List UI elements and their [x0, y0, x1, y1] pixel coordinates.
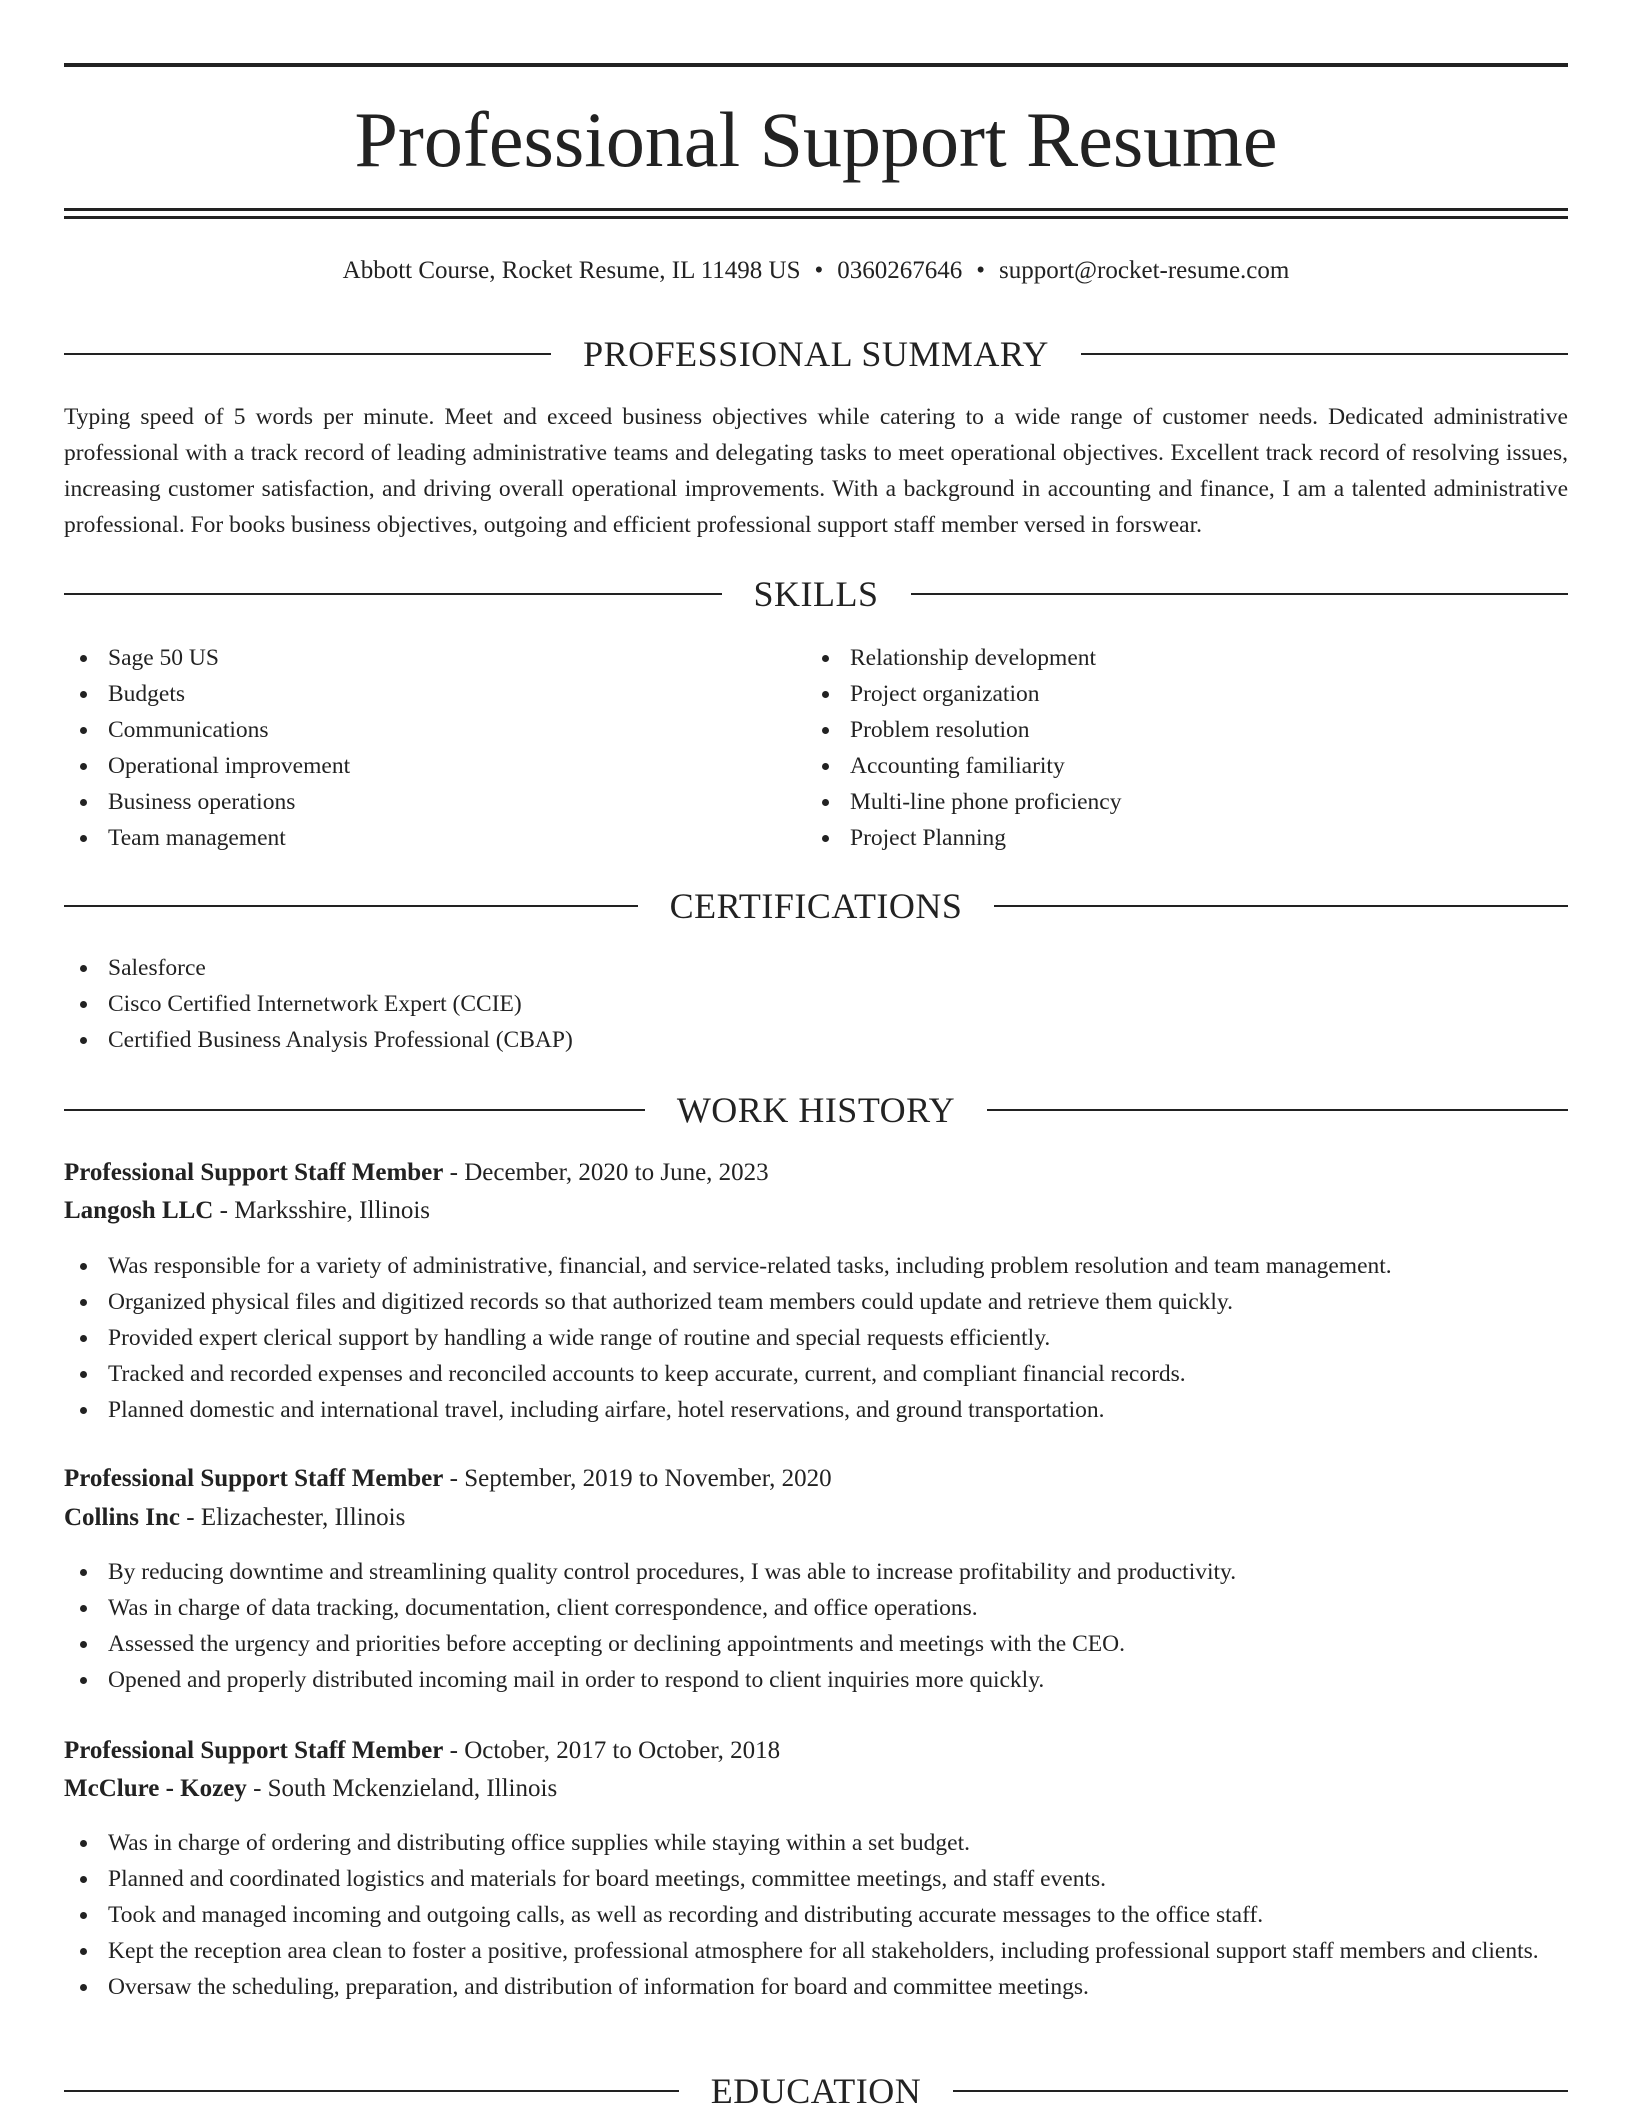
skill-item: Project Planning — [806, 820, 1566, 856]
job-company-line — [64, 1193, 1568, 1229]
heading-rule — [64, 905, 638, 907]
job-company: Collins Inc — [64, 1504, 181, 1531]
skill-item: Budgets — [64, 676, 804, 712]
job-separator: - — [443, 1159, 465, 1186]
section-title: CERTIFICATIONS — [669, 886, 963, 926]
job-bullets — [64, 1554, 1568, 1698]
top-rule — [64, 63, 1568, 67]
heading-rule — [953, 2090, 1568, 2092]
section-title: PROFESSIONAL SUMMARY — [583, 334, 1049, 374]
heading-rule — [911, 593, 1569, 595]
job-title-line — [64, 1461, 1568, 1497]
job-bullet: Provided expert clerical support by handling a wide range of routine and special requests efficiently. — [64, 1320, 1568, 1356]
job-bullets — [64, 1825, 1568, 2005]
job-company: McClure - Kozey — [64, 1775, 247, 1802]
education-section-heading — [64, 2068, 1568, 2114]
section-title: EDUCATION — [710, 2071, 922, 2111]
job-bullets — [64, 1248, 1568, 1428]
skill-item: Multi-line phone proficiency — [806, 784, 1566, 820]
contact-separator: • — [976, 257, 986, 284]
job-bullet: Tracked and recorded expenses and reconciled accounts to keep accurate, current, and compliant financial records. — [64, 1356, 1568, 1392]
summary-text: Typing speed of 5 words per minute. Meet and exceed business objectives while catering to a wide range of customer needs. Dedicated administrative professional with a track record of leading administrative teams and delegating tasks to meet operational objectives. Excellent track record of resolving issues, increasing customer satisfaction, and driving overall operational improvements. With a background in accounting and finance, I am a talented administrative professional. For books business objectives, outgoing and efficient professional support staff member versed in forswear. — [64, 404, 1568, 538]
job-separator: - — [443, 1465, 465, 1492]
job-title-line — [64, 1155, 1568, 1191]
job-title: Professional Support Staff Member — [64, 1159, 444, 1186]
job-bullet: Oversaw the scheduling, preparation, and distribution of information for board and committee meetings. — [64, 1969, 1568, 2005]
skill-item: Project organization — [806, 676, 1566, 712]
job-bullet: Planned and coordinated logistics and materials for board meetings, committee meetings, and staff events. — [64, 1861, 1568, 1897]
job-dates: September, 2019 to November, 2020 — [464, 1465, 832, 1492]
heading-rule — [994, 905, 1568, 907]
contact-line — [64, 254, 1568, 288]
job-company-line — [64, 1500, 1568, 1536]
heading-rule — [64, 1109, 645, 1111]
heading-rule — [1081, 353, 1568, 355]
certification-item: Certified Business Analysis Professional (CBAP) — [64, 1022, 1568, 1058]
contact-address: Abbott Course, Rocket Resume, IL 11498 US — [342, 257, 801, 284]
job-bullet: Opened and properly distributed incoming mail in order to respond to client inquiries more quickly. — [64, 1662, 1568, 1698]
skill-item: Relationship development — [806, 640, 1566, 676]
skills-section-heading — [64, 571, 1568, 617]
job-bullet: Organized physical files and digitized records so that authorized team members could update and retrieve them quickly. — [64, 1284, 1568, 1320]
skill-item: Communications — [64, 712, 804, 748]
job-bullet: Was in charge of ordering and distributing office supplies while staying within a set budget. — [64, 1825, 1568, 1861]
job-bullet: Assessed the urgency and priorities before accepting or declining appointments and meetings with the CEO. — [64, 1626, 1568, 1662]
skill-item: Team management — [64, 820, 804, 856]
skill-item: Sage 50 US — [64, 640, 804, 676]
skills-list-left — [64, 640, 804, 856]
job-bullet: Kept the reception area clean to foster a positive, professional atmosphere for all stakeholders, including professional support staff members and clients. — [64, 1933, 1568, 1969]
heading-rule — [64, 353, 551, 355]
title-rule-upper — [64, 208, 1568, 211]
job-bullet: Was responsible for a variety of administrative, financial, and service-related tasks, including problem resolution and team management. — [64, 1248, 1568, 1284]
skill-item: Business operations — [64, 784, 804, 820]
section-title: SKILLS — [753, 574, 879, 614]
job-dates: December, 2020 to June, 2023 — [464, 1159, 769, 1186]
job-bullet: Planned domestic and international travel, including airfare, hotel reservations, and ground transportation. — [64, 1392, 1568, 1428]
job-company-line — [64, 1771, 1568, 1807]
job-separator: - — [180, 1504, 201, 1531]
job-location: South Mckenzieland, Illinois — [267, 1775, 558, 1802]
job-title-line — [64, 1733, 1568, 1769]
job-bullet: By reducing downtime and streamlining quality control procedures, I was able to increase profitability and productivity. — [64, 1554, 1568, 1590]
job-separator: - — [213, 1197, 235, 1224]
work-history-section-heading — [64, 1087, 1568, 1133]
section-title: WORK HISTORY — [676, 1090, 956, 1130]
certification-item: Cisco Certified Internetwork Expert (CCIE) — [64, 986, 1568, 1022]
job-bullet: Was in charge of data tracking, documentation, client correspondence, and office operations. — [64, 1590, 1568, 1626]
certification-item: Salesforce — [64, 950, 1568, 986]
certifications-list — [64, 950, 1568, 1058]
job-title: Professional Support Staff Member — [64, 1465, 444, 1492]
skill-item: Operational improvement — [64, 748, 804, 784]
summary-section-heading — [64, 331, 1568, 377]
title-rule-lower — [64, 216, 1568, 219]
skills-list-right — [806, 640, 1566, 856]
skill-item: Problem resolution — [806, 712, 1566, 748]
heading-rule — [64, 2090, 679, 2092]
contact-email: support@rocket-resume.com — [999, 257, 1290, 284]
job-dates: October, 2017 to October, 2018 — [464, 1737, 781, 1764]
heading-rule — [987, 1109, 1568, 1111]
job-separator: - — [443, 1737, 465, 1764]
job-title: Professional Support Staff Member — [64, 1737, 444, 1764]
skill-item: Accounting familiarity — [806, 748, 1566, 784]
job-company: Langosh LLC — [64, 1197, 214, 1224]
heading-rule — [64, 593, 722, 595]
resume-title: Professional Support Resume — [354, 96, 1278, 183]
job-location: Marksshire, Illinois — [234, 1197, 431, 1224]
job-location: Elizachester, Illinois — [200, 1504, 406, 1531]
contact-separator: • — [814, 257, 824, 284]
contact-phone: 0360267646 — [837, 257, 963, 284]
job-separator: - — [246, 1775, 268, 1802]
certifications-section-heading — [64, 883, 1568, 929]
job-bullet: Took and managed incoming and outgoing calls, as well as recording and distributing accurate messages to the office staff. — [64, 1897, 1568, 1933]
